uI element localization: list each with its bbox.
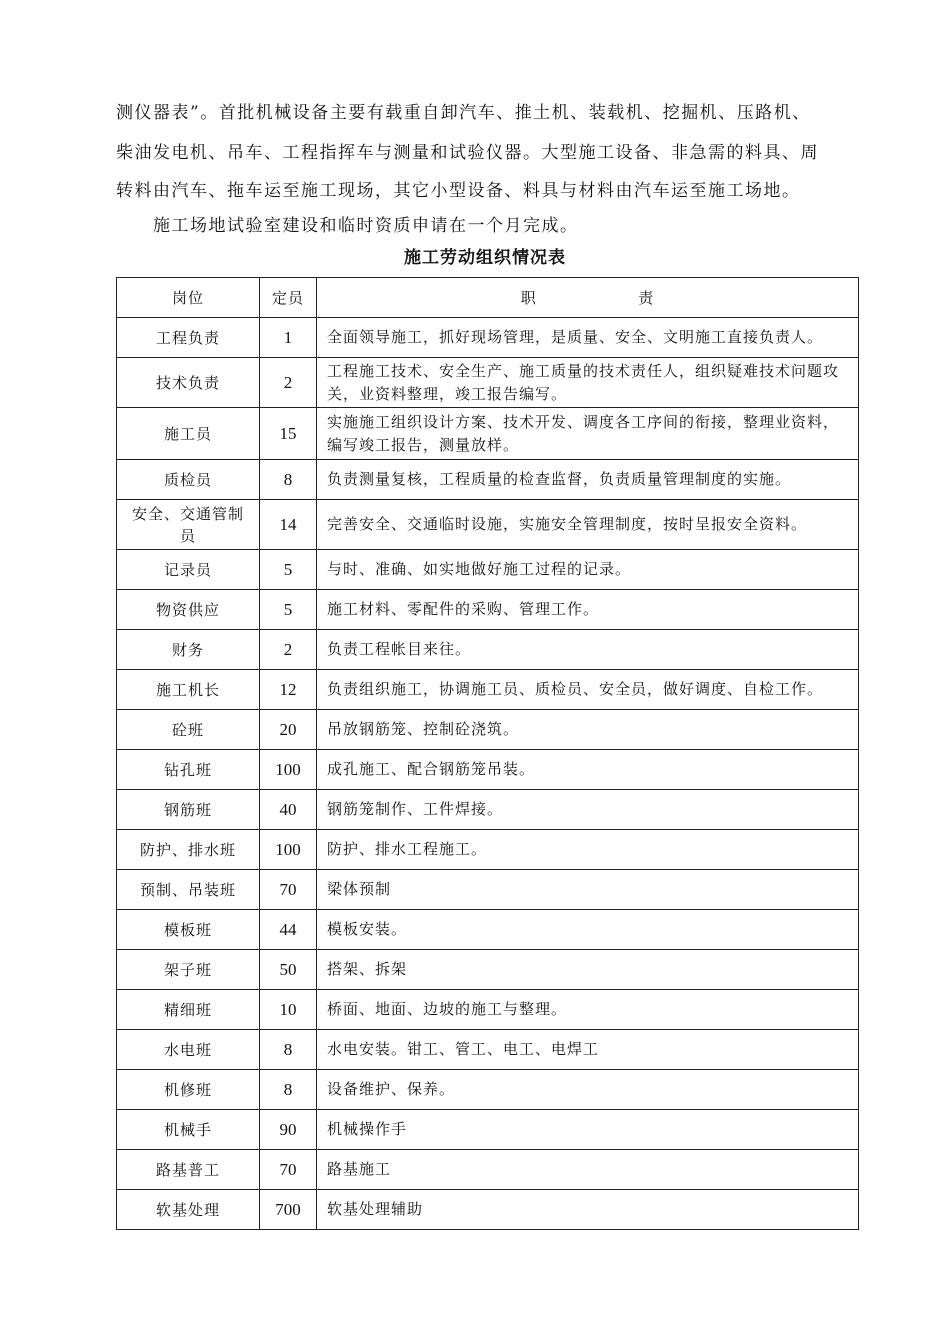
staff-cell: 15: [260, 408, 317, 460]
table-row: [117, 1070, 859, 1110]
body-paragraph-line: 测仪器表”。首批机械设备主要有载重自卸汽车、推土机、装载机、挖掘机、压路机、: [116, 103, 811, 123]
duty-cell: 设备维护、保养。: [317, 1070, 859, 1110]
table-row: [117, 630, 859, 670]
staff-cell: 14: [260, 500, 317, 550]
staff-cell: 90: [260, 1110, 317, 1150]
duty-cell: 软基处理辅助: [317, 1190, 859, 1230]
table-row: [117, 550, 859, 590]
position-cell: 钢筋班: [117, 790, 260, 830]
table-row: [117, 910, 859, 950]
duty-cell: 吊放钢筋笼、控制砼浇筑。: [317, 710, 859, 750]
header-duty: [317, 278, 859, 318]
position-cell: 工程负责: [117, 318, 260, 358]
duty-cell: 全面领导施工，抓好现场管理，是质量、安全、文明施工直接负责人。: [317, 318, 859, 358]
staff-cell: 2: [260, 630, 317, 670]
position-cell: 钻孔班: [117, 750, 260, 790]
duty-cell: 梁体预制: [317, 870, 859, 910]
staff-cell: 8: [260, 460, 317, 500]
position-cell: 技术负责: [117, 358, 260, 408]
labor-organization-table: [116, 277, 859, 1230]
table-row: [117, 1030, 859, 1070]
duty-cell: 实施施工组织设计方案、技术开发、调度各工序间的衔接，整理业资料，编写竣工报告，测量放样。: [317, 408, 859, 460]
staff-cell: 1: [260, 318, 317, 358]
table-row: [117, 670, 859, 710]
duty-cell: 负责测量复核，工程质量的检查监督，负责质量管理制度的实施。: [317, 460, 859, 500]
position-cell: 质检员: [117, 460, 260, 500]
position-cell: 软基处理: [117, 1190, 260, 1230]
staff-cell: 50: [260, 950, 317, 990]
header-duty-char-1: 职: [520, 289, 537, 307]
position-cell: 预制、吊装班: [117, 870, 260, 910]
staff-cell: 70: [260, 1150, 317, 1190]
table-row: [117, 790, 859, 830]
staff-cell: 10: [260, 990, 317, 1030]
staff-cell: 5: [260, 550, 317, 590]
staff-cell: 40: [260, 790, 317, 830]
body-paragraph: 施工场地试验室建设和临时资质申请在一个月完成。: [153, 216, 579, 236]
table-row: [117, 500, 859, 550]
duty-cell: 模板安装。: [317, 910, 859, 950]
position-cell: 施工员: [117, 408, 260, 460]
duty-cell: 成孔施工、配合钢筋笼吊装。: [317, 750, 859, 790]
body-paragraph-line: 柴油发电机、吊车、工程指挥车与测量和试验仪器。大型施工设备、非急需的料具、周: [116, 143, 819, 163]
table-row: [117, 408, 859, 460]
duty-cell: 路基施工: [317, 1150, 859, 1190]
table-row: [117, 950, 859, 990]
body-paragraph-line: 转料由汽车、拖车运至施工现场，其它小型设备、料具与材料由汽车运至施工场地。: [116, 181, 801, 201]
header-position: 岗位: [117, 278, 260, 318]
duty-cell: 水电安装。钳工、管工、电工、电焊工: [317, 1030, 859, 1070]
staff-cell: 70: [260, 870, 317, 910]
staff-cell: 20: [260, 710, 317, 750]
staff-cell: 44: [260, 910, 317, 950]
position-cell: 机械手: [117, 1110, 260, 1150]
position-cell: 路基普工: [117, 1150, 260, 1190]
table-row: [117, 1150, 859, 1190]
table-row: [117, 1190, 859, 1230]
position-cell: 精细班: [117, 990, 260, 1030]
table-row: [117, 590, 859, 630]
table-row: [117, 710, 859, 750]
table-title: 施工劳动组织情况表: [404, 248, 566, 268]
table-row: [117, 750, 859, 790]
duty-cell: 桥面、地面、边坡的施工与整理。: [317, 990, 859, 1030]
staff-cell: 2: [260, 358, 317, 408]
table-header-row: [117, 278, 859, 318]
table-row: [117, 1110, 859, 1150]
header-staff: 定员: [260, 278, 317, 318]
position-cell: 记录员: [117, 550, 260, 590]
position-cell: 砼班: [117, 710, 260, 750]
header-duty-char-2: 责: [638, 289, 655, 307]
position-cell: 水电班: [117, 1030, 260, 1070]
position-cell: 施工机长: [117, 670, 260, 710]
staff-cell: 100: [260, 750, 317, 790]
position-cell: 物资供应: [117, 590, 260, 630]
duty-cell: 防护、排水工程施工。: [317, 830, 859, 870]
table-row: [117, 870, 859, 910]
position-cell: 架子班: [117, 950, 260, 990]
duty-cell: 负责工程帐目来往。: [317, 630, 859, 670]
staff-cell: 12: [260, 670, 317, 710]
staff-cell: 8: [260, 1030, 317, 1070]
table-row: [117, 830, 859, 870]
duty-cell: 钢筋笼制作、工件焊接。: [317, 790, 859, 830]
duty-cell: 施工材料、零配件的采购、管理工作。: [317, 590, 859, 630]
staff-cell: 100: [260, 830, 317, 870]
position-cell: 防护、排水班: [117, 830, 260, 870]
table-row: [117, 318, 859, 358]
duty-cell: 机械操作手: [317, 1110, 859, 1150]
position-cell: 财务: [117, 630, 260, 670]
duty-cell: 负责组织施工，协调施工员、质检员、安全员，做好调度、自检工作。: [317, 670, 859, 710]
duty-cell: 搭架、拆架: [317, 950, 859, 990]
staff-cell: 8: [260, 1070, 317, 1110]
position-cell: 模板班: [117, 910, 260, 950]
staff-cell: 700: [260, 1190, 317, 1230]
table-row: [117, 990, 859, 1030]
table-row: [117, 358, 859, 408]
table-row: [117, 460, 859, 500]
duty-cell: 工程施工技术、安全生产、施工质量的技术责任人，组织疑难技术问题攻关，业资料整理，竣工报告编写。: [317, 358, 859, 408]
staff-cell: 5: [260, 590, 317, 630]
duty-cell: 完善安全、交通临时设施，实施安全管理制度，按时呈报安全资料。: [317, 500, 859, 550]
position-cell: 机修班: [117, 1070, 260, 1110]
duty-cell: 与时、准确、如实地做好施工过程的记录。: [317, 550, 859, 590]
position-cell: 安全、交通管制员: [117, 500, 260, 550]
